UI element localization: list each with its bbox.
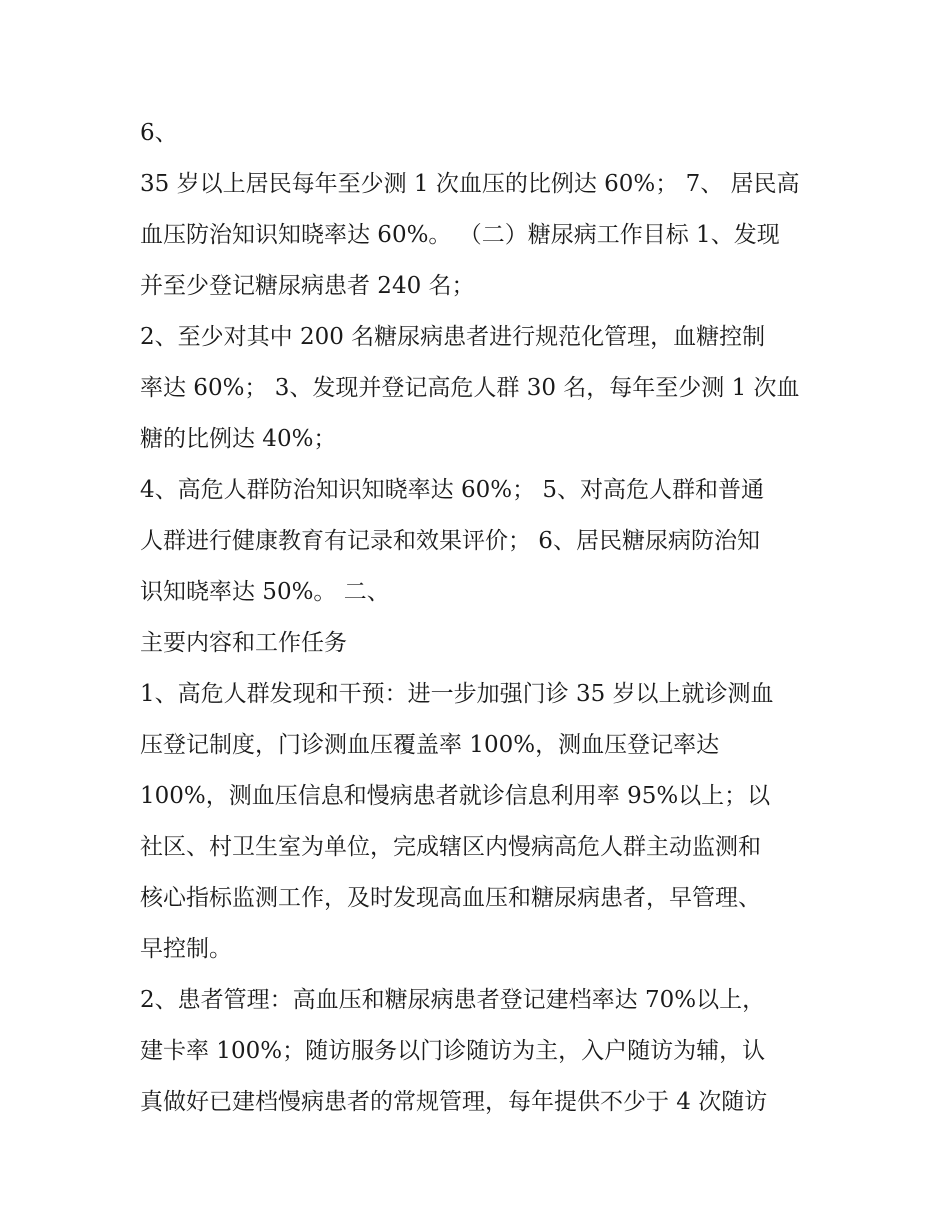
text-line: 2、患者管理：高血压和糖尿病患者登记建档率达 70%以上，: [140, 987, 766, 1013]
text-line: 6、: [140, 120, 178, 146]
text-line: 社区、村卫生室为单位，完成辖区内慢病高危人群主动监测和: [140, 834, 761, 860]
text-line: 并至少登记糖尿病患者 240 名；: [140, 273, 475, 299]
document-body: [140, 108, 820, 1128]
section-heading: 主要内容和工作任务: [140, 630, 347, 656]
text-line: 1、高危人群发现和干预：进一步加强门诊 35 岁以上就诊测血: [140, 681, 774, 707]
text-line: 核心指标监测工作，及时发现高血压和糖尿病患者，早管理、: [140, 885, 761, 911]
text-line: 4、高危人群防治知识知晓率达 60%； 5、对高危人群和普通: [140, 477, 765, 503]
text-line: 压登记制度，门诊测血压覆盖率 100%，测血压登记率达: [140, 732, 720, 758]
text-line: 真做好已建档慢病患者的常规管理，每年提供不少于 4 次随访: [140, 1089, 768, 1115]
text-line: 识知晓率达 50%。 二、: [140, 579, 390, 605]
text-line: 100%，测血压信息和慢病患者就诊信息利用率 95%以上；以: [140, 783, 771, 809]
text-line: 35 岁以上居民每年至少测 1 次血压的比例达 60%； 7、 居民高: [140, 171, 800, 197]
text-line: 2、至少对其中 200 名糖尿病患者进行规范化管理，血糖控制: [140, 324, 766, 350]
text-line: 建卡率 100%；随访服务以门诊随访为主，入户随访为辅，认: [140, 1038, 766, 1064]
text-line: 糖的比例达 40%；: [140, 426, 337, 452]
text-line: 人群进行健康教育有记录和效果评价； 6、居民糖尿病防治知: [140, 528, 760, 554]
text-line: 率达 60%； 3、发现并登记高危人群 30 名，每年至少测 1 次血: [140, 375, 800, 401]
text-line: 早控制。: [140, 936, 232, 962]
text-line: 血压防治知识知晓率达 60%。 （二）糖尿病工作目标 1、发现: [140, 222, 780, 248]
